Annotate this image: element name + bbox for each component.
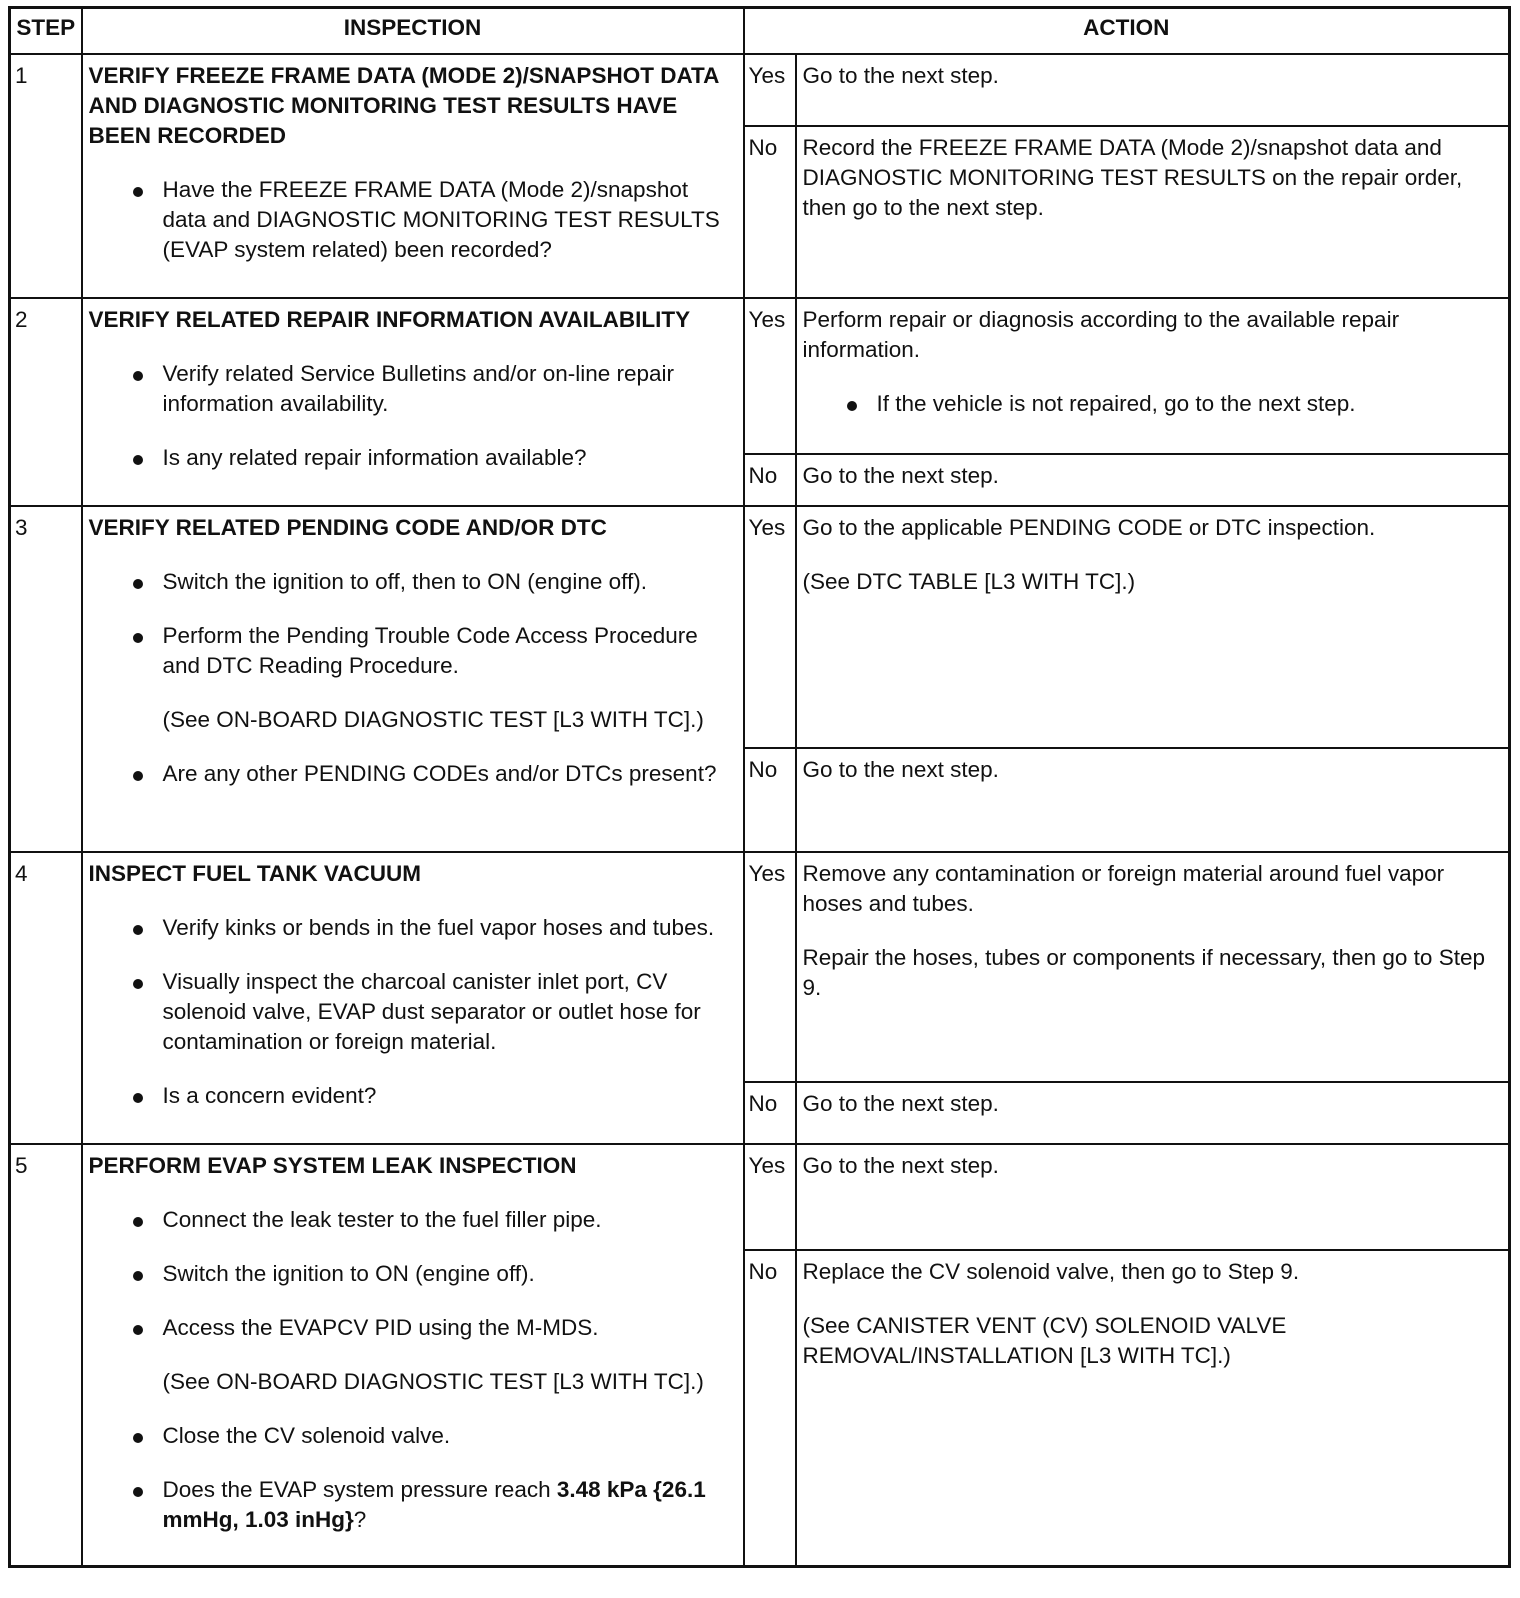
bullet-text: Switch the ignition to ON (engine off).	[162, 1261, 535, 1286]
bullet-icon	[847, 401, 857, 411]
yes-label: Yes	[744, 298, 796, 454]
step-number: 4	[10, 852, 82, 1144]
bullet-text: Perform the Pending Trouble Code Access Procedure and DTC Reading Procedure.	[162, 623, 698, 678]
bullet-icon	[133, 579, 143, 589]
bullet-text: If the vehicle is not repaired, go to the next step.	[876, 391, 1356, 416]
step-number: 3	[10, 506, 82, 852]
yes-action	[796, 852, 1510, 1082]
list-item	[89, 175, 737, 265]
table-row	[10, 54, 1510, 126]
step-number: 2	[10, 298, 82, 506]
list-item	[89, 1205, 737, 1235]
bullet-text: Visually inspect the charcoal canister inlet port, CV solenoid valve, EVAP dust separator or outlet hose for contamination or foreign material.	[162, 969, 701, 1054]
inspection-cell	[82, 1144, 744, 1566]
inspection-bullets	[89, 1205, 737, 1343]
yes-label: Yes	[744, 506, 796, 748]
yes-label: Yes	[744, 54, 796, 126]
action-text: Go to the applicable PENDING CODE or DTC inspection.	[802, 515, 1376, 540]
action-bullets	[803, 389, 1503, 419]
diagnostic-table	[8, 6, 1511, 1568]
no-action	[796, 454, 1510, 506]
list-item	[89, 621, 737, 681]
bullet-icon	[133, 187, 143, 197]
list-item	[89, 759, 737, 789]
list-item	[89, 1475, 737, 1535]
list-item	[89, 1421, 737, 1451]
reference-note: (See DTC TABLE [L3 WITH TC].)	[802, 569, 1136, 594]
reference-note: (See ON-BOARD DIAGNOSTIC TEST [L3 WITH TC].)	[162, 707, 704, 732]
bullet-text	[163, 1477, 706, 1532]
list-item	[89, 443, 737, 473]
inspection-bullets	[89, 1421, 737, 1535]
table-row	[10, 506, 1510, 748]
list-item	[89, 567, 737, 597]
action-text: Remove any contamination or foreign material around fuel vapor hoses and tubes.	[802, 861, 1445, 916]
bullet-text: Access the EVAPCV PID using the M-MDS.	[162, 1315, 599, 1340]
bullet-icon	[133, 371, 143, 381]
inspection-title: VERIFY RELATED PENDING CODE AND/OR DTC	[88, 515, 607, 540]
inspection-title: VERIFY RELATED REPAIR INFORMATION AVAILABILITY	[88, 307, 691, 332]
inspection-bullets	[89, 359, 737, 473]
list-item	[89, 359, 737, 419]
no-action	[796, 1082, 1510, 1144]
pressure-spec: 3.48 kPa {26.1 mmHg, 1.03 inHg}	[162, 1477, 706, 1532]
list-item	[89, 1081, 737, 1111]
inspection-bullets	[89, 175, 737, 265]
inspection-title: PERFORM EVAP SYSTEM LEAK INSPECTION	[88, 1153, 577, 1178]
bullet-text: Verify kinks or bends in the fuel vapor hoses and tubes.	[162, 915, 715, 940]
table-row	[10, 1144, 1510, 1250]
bullet-icon	[133, 771, 143, 781]
list-item	[89, 967, 737, 1057]
inspection-cell	[82, 298, 744, 506]
bullet-text: Have the FREEZE FRAME DATA (Mode 2)/snapshot data and DIAGNOSTIC MONITORING TEST RESULTS (EVAP system related) been recorded?	[162, 177, 720, 262]
reference-note: (See ON-BOARD DIAGNOSTIC TEST [L3 WITH TC].)	[162, 1369, 704, 1394]
inspection-cell	[82, 54, 744, 298]
inspection-bullets	[89, 759, 737, 789]
inspection-title: INSPECT FUEL TANK VACUUM	[88, 861, 422, 886]
bullet-text: Verify related Service Bulletins and/or on-line repair information availability.	[162, 361, 675, 416]
diagnostic-procedure-sheet	[8, 6, 1510, 1568]
inspection-cell	[82, 852, 744, 1144]
action-text: Go to the next step.	[802, 1153, 999, 1178]
inspection-bullets	[89, 913, 737, 1111]
bullet-text: Are any other PENDING CODEs and/or DTCs present?	[162, 761, 717, 786]
bullet-icon	[133, 1093, 143, 1103]
list-item	[803, 389, 1503, 419]
no-label: No	[744, 454, 796, 506]
list-item	[89, 1259, 737, 1289]
step-column-header: STEP	[10, 8, 82, 55]
bullet-text-post: ?	[353, 1507, 367, 1532]
yes-label: Yes	[744, 852, 796, 1082]
no-action	[796, 126, 1510, 298]
yes-label: Yes	[744, 1144, 796, 1250]
yes-action	[796, 506, 1510, 748]
bullet-icon	[133, 1487, 143, 1497]
bullet-icon	[133, 455, 143, 465]
step-number: 5	[10, 1144, 82, 1566]
bullet-icon	[133, 1325, 143, 1335]
bullet-icon	[133, 979, 143, 989]
no-label: No	[744, 126, 796, 298]
yes-action	[796, 1144, 1510, 1250]
inspection-cell	[82, 506, 744, 852]
bullet-icon	[133, 925, 143, 935]
table-row	[10, 852, 1510, 1082]
action-text: Replace the CV solenoid valve, then go to Step 9.	[802, 1259, 1300, 1284]
inspection-bullets	[89, 567, 737, 681]
action-text: Perform repair or diagnosis according to the available repair information.	[802, 307, 1400, 362]
bullet-icon	[133, 633, 143, 643]
bullet-text: Close the CV solenoid valve.	[162, 1423, 451, 1448]
bullet-icon	[133, 1217, 143, 1227]
bullet-text: Is any related repair information available?	[162, 445, 587, 470]
inspection-title: VERIFY FREEZE FRAME DATA (MODE 2)/SNAPSHOT DATA AND DIAGNOSTIC MONITORING TEST RESULTS HAVE BEEN RECORDED	[88, 63, 719, 148]
bullet-icon	[133, 1271, 143, 1281]
action-column-header: ACTION	[744, 8, 1510, 55]
list-item	[89, 1313, 737, 1343]
bullet-text: Connect the leak tester to the fuel filler pipe.	[162, 1207, 602, 1232]
no-label: No	[744, 1082, 796, 1144]
bullet-text: Is a concern evident?	[162, 1083, 377, 1108]
no-label: No	[744, 748, 796, 852]
action-text: Go to the next step.	[802, 463, 999, 488]
reference-note: (See CANISTER VENT (CV) SOLENOID VALVE REMOVAL/INSTALLATION [L3 WITH TC].)	[802, 1313, 1287, 1368]
no-label: No	[744, 1250, 796, 1566]
action-text: Record the FREEZE FRAME DATA (Mode 2)/snapshot data and DIAGNOSTIC MONITORING TEST RESULTS on the repair order, then go to the next step.	[802, 135, 1463, 220]
list-item	[89, 913, 737, 943]
no-action	[796, 748, 1510, 852]
inspection-column-header: INSPECTION	[82, 8, 744, 55]
action-text: Go to the next step.	[802, 63, 999, 88]
table-row	[10, 298, 1510, 454]
action-text: Repair the hoses, tubes or components if necessary, then go to Step 9.	[802, 945, 1485, 1000]
action-text: Go to the next step.	[802, 757, 999, 782]
no-action	[796, 1250, 1510, 1566]
bullet-text-pre: Does the EVAP system pressure reach	[162, 1477, 557, 1502]
yes-action	[796, 54, 1510, 126]
bullet-text: Switch the ignition to off, then to ON (engine off).	[162, 569, 647, 594]
table-header-row	[10, 8, 1510, 55]
bullet-icon	[133, 1433, 143, 1443]
yes-action	[796, 298, 1510, 454]
step-number: 1	[10, 54, 82, 298]
action-text: Go to the next step.	[802, 1091, 999, 1116]
